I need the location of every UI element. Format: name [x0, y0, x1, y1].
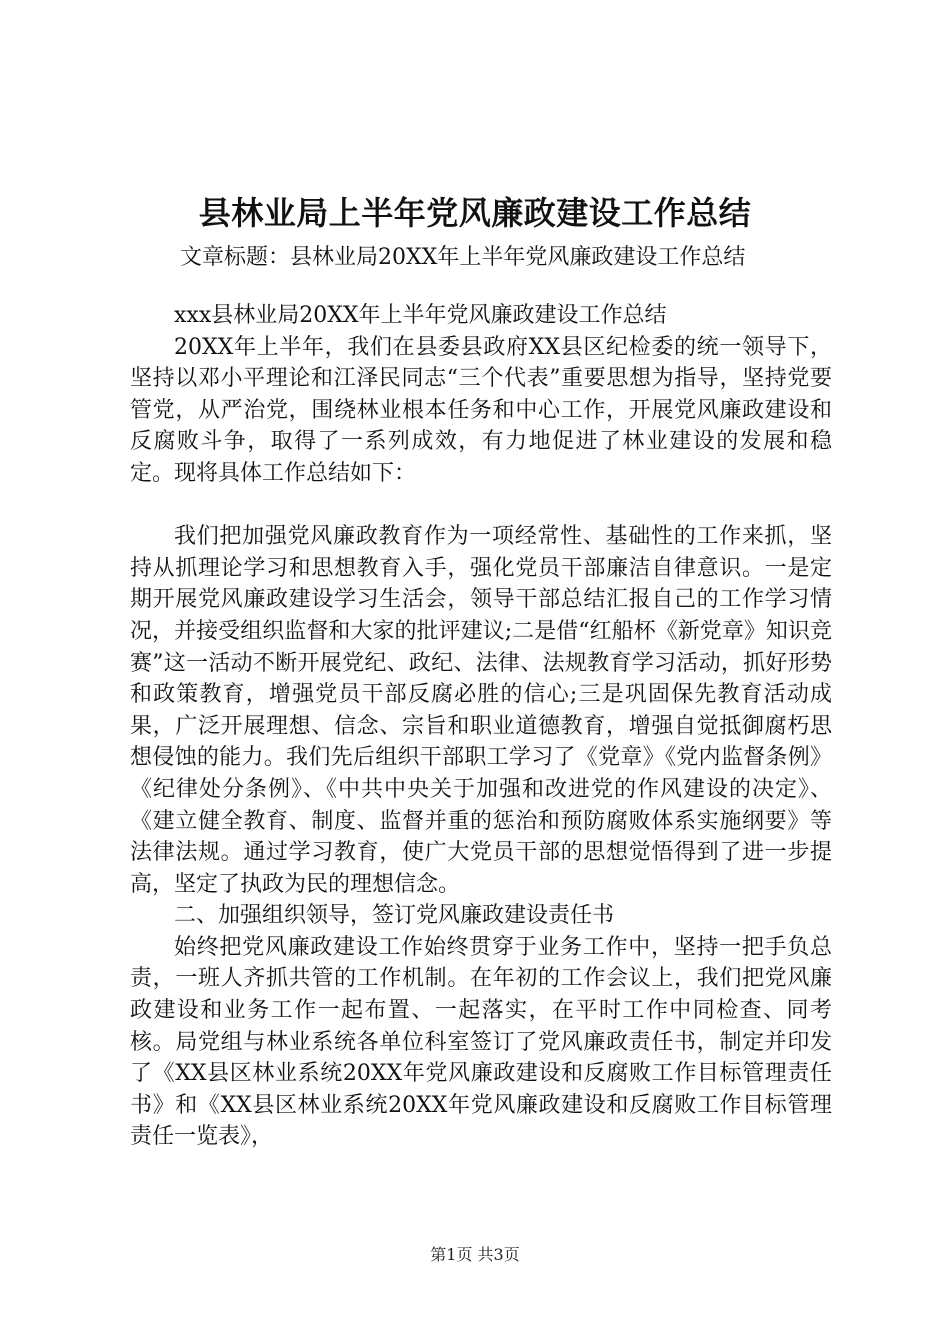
paragraph-intro: 20XX年上半年，我们在县委县政府XX县区纪检委的统一领导下，坚持以邓小平理论和江泽民同志“三个代表”重要思想为指导，坚持党要管党，从严治党，围绕林业根本任务和中心工作，开展党风廉政建设和反腐败斗争，取得了一系列成效，有力地促进了林业建设的发展和稳定。现将具体工作总结如下： — [130, 334, 832, 486]
section-heading: 二、加强组织领导，签订党风廉政建设责任书 — [174, 903, 615, 929]
paragraph-organization: 始终把党风廉政建设工作始终贯穿于业务工作中，坚持一把手负总责，一班人齐抓共管的工作机制。在年初的工作会议上，我们把党风廉政建设和业务工作一起布置、一起落实，在平时工作中同检查、同考核。局党组与林业系统各单位科室签订了党风廉政责任书，制定并印发了《XX县区林业系统20XX年党风廉政建设和反腐败工作目标管理责任书》和《XX县区林业系统20XX年党风廉政建设和反腐败工作目标管理责任一览表》， — [130, 934, 832, 1150]
page-footer: 第1页 共3页 — [430, 1245, 520, 1264]
document-body — [130, 300, 832, 1153]
heading-line: xxx县林业局20XX年上半年党风廉政建设工作总结 — [174, 303, 667, 328]
article-subtitle: 文章标题：县林业局20XX年上半年党风廉政建设工作总结 — [180, 245, 746, 270]
paragraph-education: 我们把加强党风廉政教育作为一项经常性、基础性的工作来抓，坚持从抓理论学习和思想教育入手，强化党员干部廉洁自律意识。一是定期开展党风廉政建设学习生活会，领导干部总结汇报自己的工作学习情况，并接受组织监督和大家的批评建议;二是借“红船杯《新党章》知识竞赛”这一活动不断开展党纪、政纪、法律、法规教育学习活动，抓好形势和政策教育，增强党员干部反腐必胜的信心;三是巩固保先教育活动成果，广泛开展理想、信念、宗旨和职业道德教育，增强自觉抵御腐朽思想侵蚀的能力。我们先后组织干部职工学习了《党章》《党内监督条例》《纪律处分条例》、《中共中央关于加强和改进党的作风建设的决定》、《建立健全教育、制度、监督并重的惩治和预防腐败体系实施纲要》等法律法规。通过学习教育，使广大党员干部的思想觉悟得到了进一步提高，坚定了执政为民的理想信念。 — [130, 524, 832, 897]
document-title: 县林业局上半年党风廉政建设工作总结 — [198, 194, 752, 232]
paragraph-gap — [130, 490, 832, 522]
